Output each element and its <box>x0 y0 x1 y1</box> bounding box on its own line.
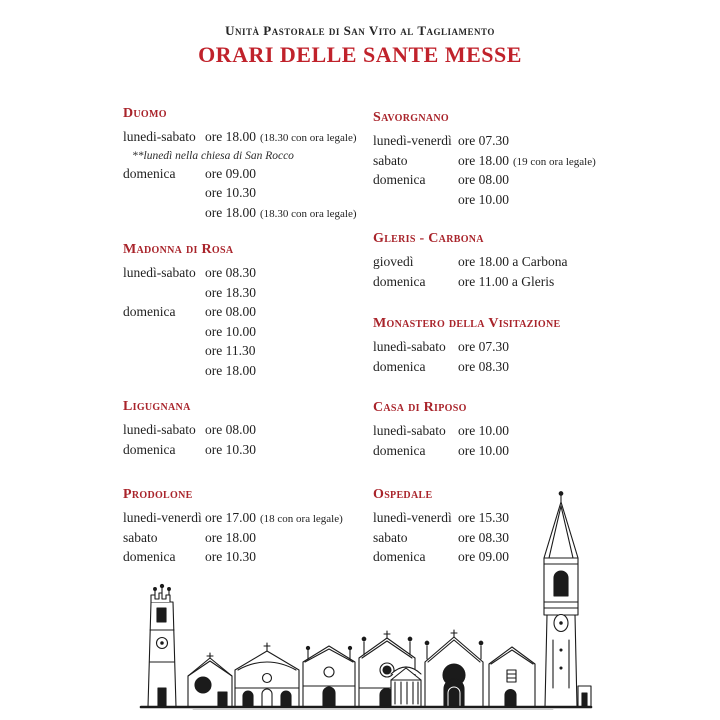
time-value <box>205 303 260 323</box>
time-value <box>458 132 513 152</box>
schedule-row <box>373 132 628 152</box>
time-value <box>458 152 596 172</box>
time-text: ore 10.30 <box>205 441 256 457</box>
schedule-row <box>373 171 628 191</box>
time-text: ore 18.00 <box>458 152 509 168</box>
time-value <box>458 358 513 378</box>
document-header <box>0 23 720 68</box>
day-label: lunedi-sabato <box>123 129 196 144</box>
section-title-madonna-di-rosa: Madonna di Rosa <box>123 242 234 257</box>
time-text: ore 18.00 <box>205 129 256 144</box>
day-label: lunedì-sabato <box>373 423 446 438</box>
time-value <box>458 442 513 462</box>
day-label: lunedi-venerdì <box>123 510 202 525</box>
day-label: lunedì-sabato <box>123 265 196 280</box>
time-text: ore 18.00 a Carbona <box>458 254 568 269</box>
section-casa-di-riposo <box>373 400 628 461</box>
section-monastero <box>373 316 628 377</box>
time-value <box>458 422 513 442</box>
day-label: domenica <box>373 549 426 565</box>
church-round-window-icon <box>188 653 232 707</box>
time-text: ore 15.30 <box>458 510 509 525</box>
day-label: lunedì-venerdì <box>373 510 452 525</box>
day-label: sabato <box>373 152 408 168</box>
day-label: domenica <box>123 549 176 565</box>
church-rose-window-icon <box>425 630 483 707</box>
time-value <box>205 264 260 284</box>
time-text: ore 09.00 <box>458 549 509 565</box>
day-label: lunedì-sabato <box>373 339 446 354</box>
time-value <box>205 184 260 204</box>
time-text: ore 10.00 <box>205 323 256 339</box>
section-title-duomo: Duomo <box>123 106 167 121</box>
section-title-ligugnana: Ligugnana <box>123 399 191 414</box>
time-text: ore 10.30 <box>205 549 256 565</box>
section-title-monastero: Monastero della Visitazione <box>373 316 561 331</box>
left-bell-tower-icon <box>148 584 176 707</box>
section-madonna-di-rosa <box>123 242 378 382</box>
schedule-row <box>123 165 378 185</box>
time-value <box>205 421 260 441</box>
time-value <box>205 323 260 343</box>
day-label: domenica <box>373 442 426 458</box>
section-ligugnana <box>123 399 378 460</box>
schedule-row <box>373 253 628 273</box>
time-text: ore 10.00 <box>458 442 509 458</box>
time-value <box>458 253 571 273</box>
page-title: ORARI DELLE SANTE MESSE <box>198 42 522 67</box>
time-text: ore 08.00 <box>205 422 256 437</box>
schedule-row <box>123 184 378 204</box>
time-text: ore 17.00 <box>205 510 256 525</box>
time-note: (18 con ora legale) <box>260 513 343 525</box>
time-text: ore 08.00 <box>205 304 256 320</box>
day-label: domenica <box>123 165 176 181</box>
section-title-casa-di-riposo: Casa di Riposo <box>373 400 467 415</box>
schedule-row <box>123 264 378 284</box>
time-value <box>458 171 513 191</box>
time-note: (18.30 con ora legale) <box>260 207 357 220</box>
time-note: (19 con ora legale) <box>513 155 596 168</box>
schedule-row <box>123 323 378 343</box>
time-text: ore 10.30 <box>205 185 256 201</box>
time-note: (18.30 con ora legale) <box>260 132 357 144</box>
time-value <box>205 362 260 382</box>
portico-icon <box>389 667 423 707</box>
section-title-prodolone: Prodolone <box>123 487 193 502</box>
time-value <box>205 128 357 148</box>
small-building-icon <box>578 686 591 707</box>
section-title-ospedale: Ospedale <box>373 487 433 502</box>
section-savorgnano <box>373 110 628 210</box>
church-plain-gable-icon <box>489 647 535 707</box>
time-text: ore 08.00 <box>458 172 509 188</box>
time-text: ore 18.30 <box>205 284 256 300</box>
church-pediment-arches-icon <box>235 643 299 707</box>
day-label: domenica <box>373 358 426 374</box>
time-text: ore 10.00 <box>458 191 509 207</box>
day-label: sabato <box>373 529 408 545</box>
schedule-row <box>373 422 628 442</box>
time-value <box>205 342 260 362</box>
day-label: lunedi-sabato <box>123 422 196 437</box>
schedule-row <box>123 303 378 323</box>
time-text: ore 08.30 <box>458 358 509 374</box>
section-title-savorgnano: Savorgnano <box>373 110 449 125</box>
time-text: ore 11.00 a Gleris <box>458 273 555 289</box>
day-label: domenica <box>373 273 426 289</box>
churches-skyline-illustration <box>133 490 593 710</box>
time-text: ore 08.30 <box>205 265 256 280</box>
time-text: ore 09.00 <box>205 165 256 181</box>
footnote-san-rocco: **lunedì nella chiesa di San Rocco <box>132 149 294 162</box>
time-value <box>205 284 260 304</box>
time-text: ore 11.30 <box>205 343 256 359</box>
schedule-row <box>373 338 628 358</box>
day-label: giovedì <box>373 254 414 269</box>
schedule-row <box>123 204 378 224</box>
time-text: ore 08.30 <box>458 529 509 545</box>
schedule-row <box>123 362 378 382</box>
time-value <box>458 191 513 211</box>
right-bell-tower-icon <box>544 492 578 707</box>
schedule-row <box>373 442 628 462</box>
schedule-row <box>373 358 628 378</box>
schedule-row <box>373 152 628 172</box>
time-text: ore 18.00 <box>205 529 256 545</box>
schedule-row <box>373 273 628 293</box>
time-value <box>205 441 260 461</box>
time-text: ore 18.00 <box>205 204 256 220</box>
schedule-row <box>123 421 378 441</box>
church-volutes-icon <box>303 646 355 707</box>
schedule-row <box>123 128 378 148</box>
time-text: ore 07.30 <box>458 339 509 354</box>
time-value <box>205 165 260 185</box>
day-label: sabato <box>123 529 158 545</box>
schedule-row <box>123 342 378 362</box>
schedule-row <box>123 284 378 304</box>
schedule-row <box>373 191 628 211</box>
time-value <box>458 273 558 293</box>
time-text: ore 18.00 <box>205 362 256 378</box>
day-label: domenica <box>123 304 176 320</box>
time-value <box>205 204 357 224</box>
time-value <box>458 338 513 358</box>
time-text: ore 07.30 <box>458 133 509 148</box>
schedule-row <box>123 441 378 461</box>
day-label: domenica <box>373 172 426 188</box>
time-text: ore 10.00 <box>458 423 509 438</box>
day-label: lunedì-venerdì <box>373 133 452 148</box>
section-title-gleris-carbona: Gleris - Carbona <box>373 231 484 246</box>
section-duomo <box>123 106 378 223</box>
section-gleris-carbona <box>373 231 628 292</box>
day-label: domenica <box>123 441 176 457</box>
header-subtitle: Unità Pastorale di San Vito al Tagliamento <box>225 23 495 38</box>
